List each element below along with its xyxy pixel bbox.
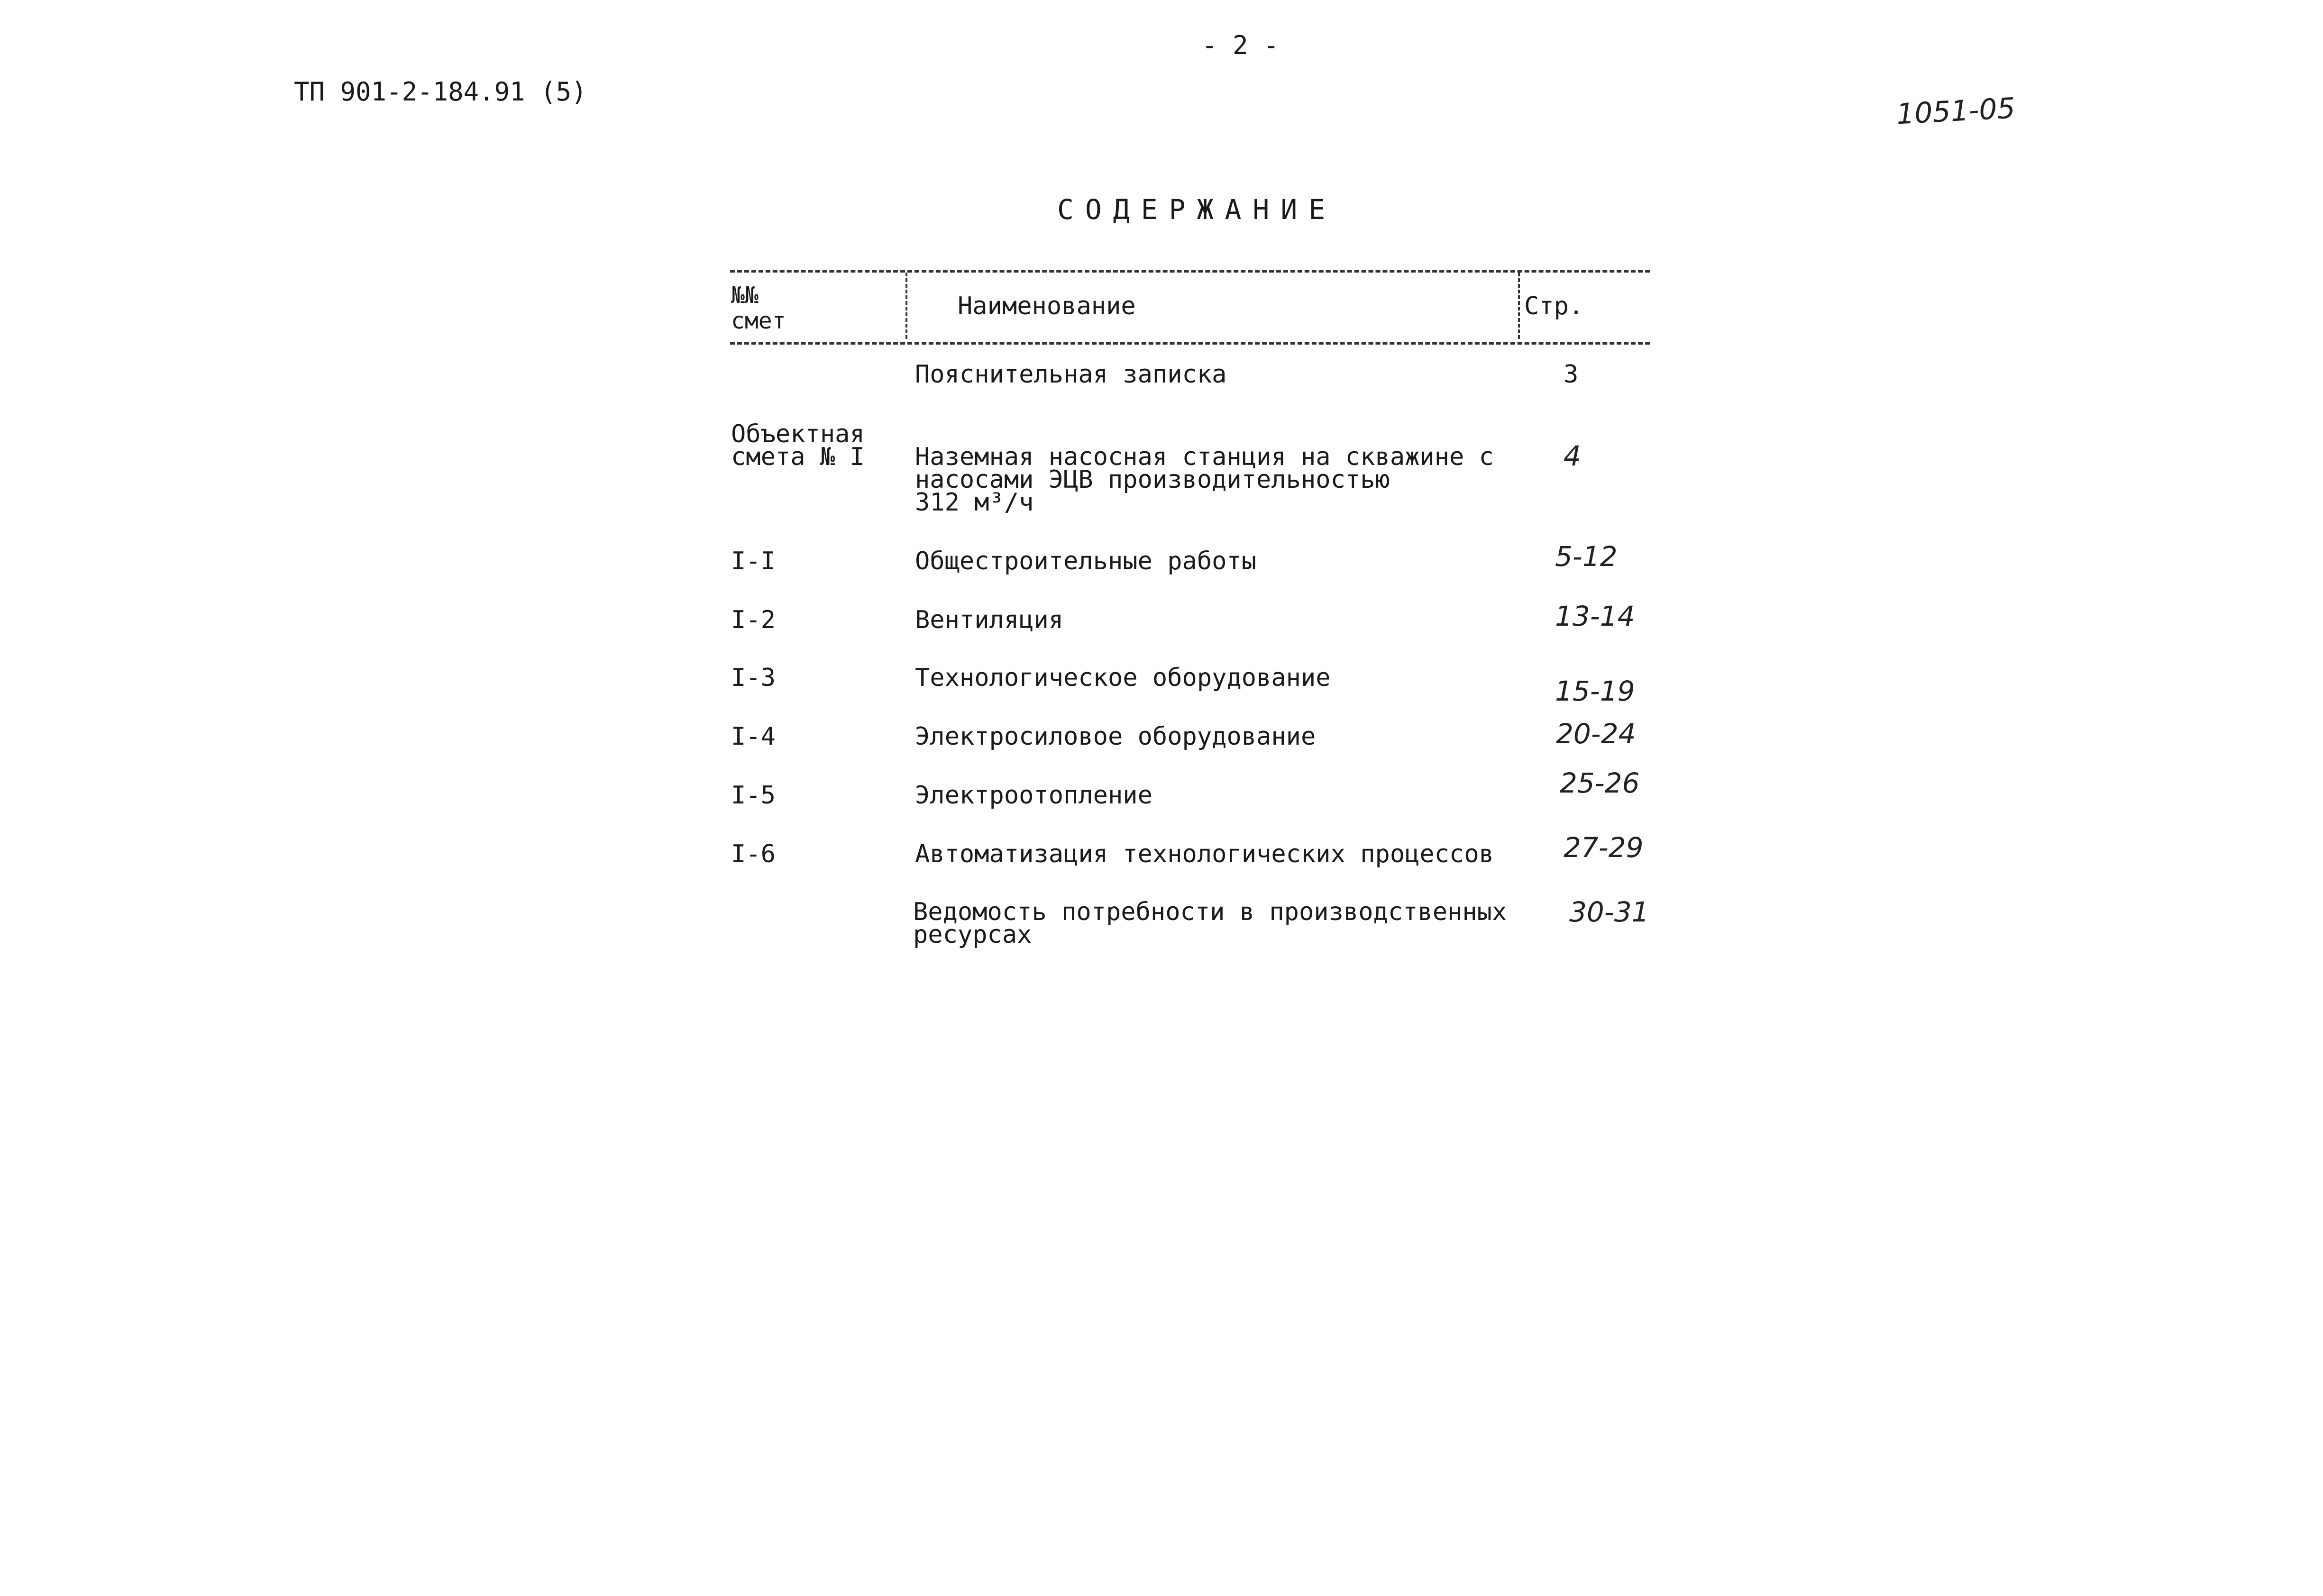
page-number: - 2 -: [1202, 30, 1279, 60]
row-page: 30-31: [1569, 896, 1649, 928]
row-page: 27-29: [1564, 831, 1644, 864]
table-header-rule: [730, 342, 1650, 345]
header-page: Стр.: [1524, 292, 1584, 320]
header-name: Наименование: [958, 292, 1136, 320]
row-num: I-I: [731, 547, 776, 575]
row-num: I-6: [731, 840, 776, 868]
row-page: 3: [1564, 360, 1579, 389]
table-top-rule: [730, 270, 1650, 273]
row-name: Общестроительные работы: [915, 547, 1257, 575]
row-page: 5-12: [1555, 540, 1618, 573]
row-num: I-4: [731, 722, 776, 751]
row-num: I-5: [731, 781, 776, 810]
row-name: Пояснительная записка: [915, 360, 1227, 389]
row-name: Технологическое оборудование: [915, 664, 1331, 692]
row-page: 15-19: [1555, 675, 1635, 707]
row-name: Ведомость потребности в производственных ресурсах: [913, 898, 1507, 949]
row-page: 13-14: [1555, 600, 1635, 632]
row-page: 25-26: [1560, 767, 1640, 799]
document-code: ТП 901-2-184.91 (5): [294, 77, 587, 107]
row-page: 4: [1564, 440, 1581, 472]
row-name: Вентиляция: [915, 606, 1064, 634]
header-num: №№ смет: [731, 282, 786, 334]
row-name: Наземная насосная станция на скважине с насосами ЭЦВ производительностью 312 м³/ч: [915, 443, 1494, 517]
row-num: Объектная смета № I: [731, 420, 865, 471]
column-separator-2: [1518, 273, 1520, 339]
row-num: I-3: [731, 664, 776, 692]
row-page: 20-24: [1556, 718, 1636, 750]
row-num: I-2: [731, 606, 776, 634]
row-name: Автоматизация технологических процессов: [915, 840, 1494, 868]
row-name: Электросиловое оборудование: [915, 722, 1316, 751]
column-separator-1: [905, 273, 907, 339]
page-title: СОДЕРЖАНИЕ: [1057, 193, 1337, 226]
row-name: Электроотопление: [915, 781, 1152, 810]
archive-number: 1051-05: [1895, 91, 2016, 131]
